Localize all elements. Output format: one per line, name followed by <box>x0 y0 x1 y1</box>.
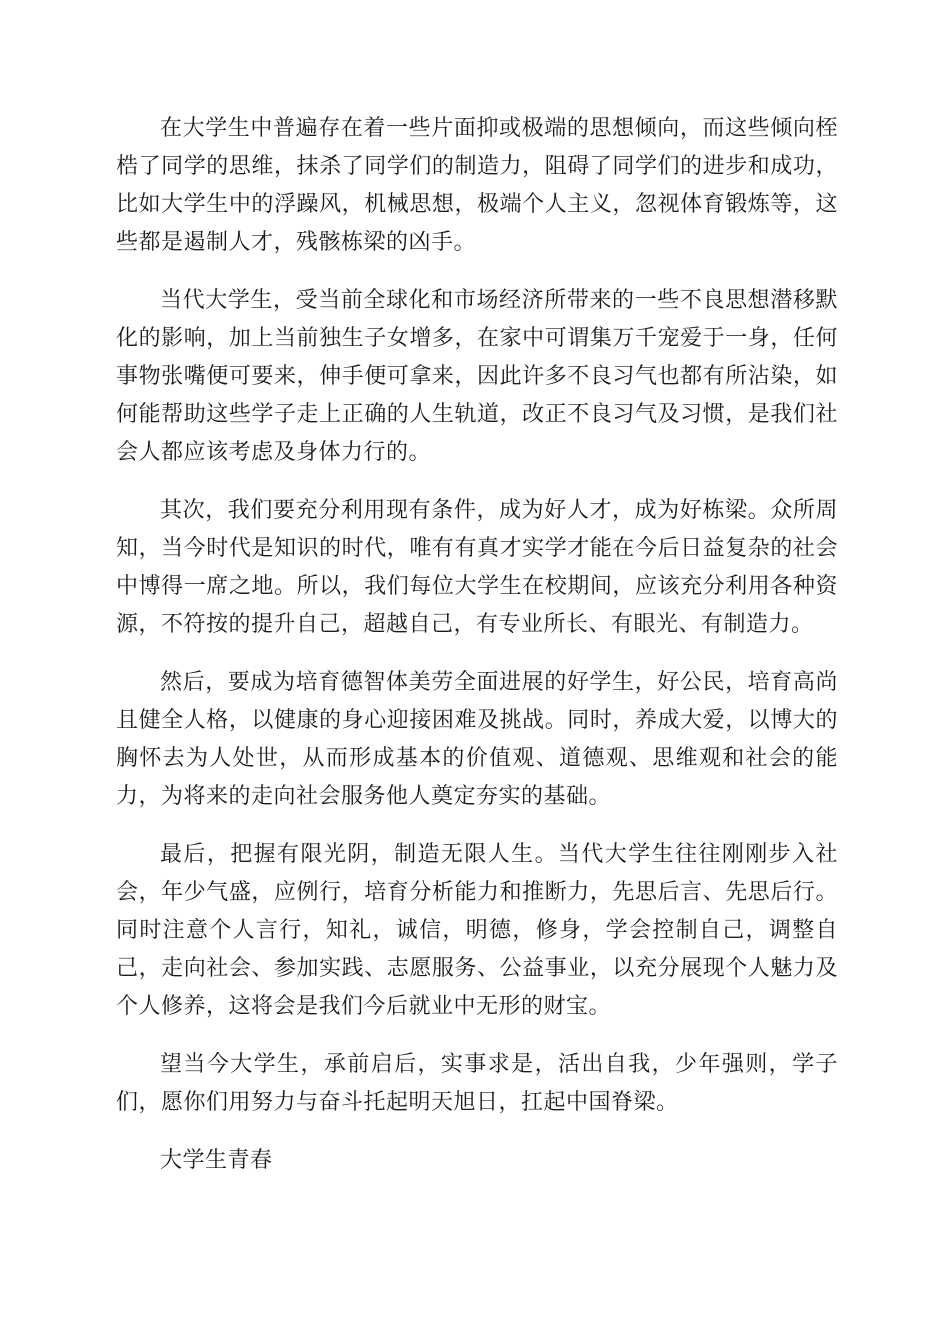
paragraph-5: 最后，把握有限光阴，制造无限人生。当代大学生往往刚刚步入社会，年少气盛，应例行，培育分析能力和推断力，先思后言、先思后行。同时注意个人言行，知礼，诚信，明德，修身，学会控制自己，调整自己，走向社会、参加实践、志愿服务、公益事业，以充分展现个人魅力及个人修养，这将会是我们今后就业中无形的财宝。 <box>116 842 838 1019</box>
paragraph-3: 其次，我们要充分利用现有条件，成为好人才，成为好栋梁。众所周知，当今时代是知识的时代，唯有有真才实学才能在今后日益复杂的社会中博得一席之地。所以，我们每位大学生在校期间，应该充分利用各种资源，不符按的提升自己，超越自己，有专业所长、有眼光、有制造力。 <box>116 498 838 637</box>
paragraph-6: 望当今大学生，承前启后，实事求是，活出自我，少年强则，学子们，愿你们用努力与奋斗托起明天旭日，扛起中国脊梁。 <box>116 1052 838 1115</box>
section-title: 大学生青春 <box>160 1148 273 1173</box>
paragraph-2: 当代大学生，受当前全球化和市场经济所带来的一些不良思想潜移默化的影响，加上当前独生子女增多，在家中可谓集万千宠爱于一身，任何事物张嘴便可要来，伸手便可拿来，因此许多不良习气也都有所沾染，如何能帮助这些学子走上正确的人生轨道，改正不良习气及习惯，是我们社会人都应该考虑及身体力行的。 <box>116 288 838 465</box>
document-body <box>116 110 838 1180</box>
paragraph-4: 然后，要成为培育德智体美劳全面进展的好学生，好公民，培育高尚且健全人格，以健康的身心迎接困难及挑战。同时，养成大爱，以博大的胸怀去为人处世，从而形成基本的价值观、道德观、思维观和社会的能力，为将来的走向社会服务他人奠定夯实的基础。 <box>116 670 838 809</box>
paragraph-1: 在大学生中普遍存在着一些片面抑或极端的思想倾向，而这些倾向桎梏了同学的思维，抹杀了同学们的制造力，阻碍了同学们的进步和成功，比如大学生中的浮躁风，机械思想，极端个人主义，忽视体育锻炼等，这些都是遏制人才，残骸栋梁的凶手。 <box>116 116 838 255</box>
